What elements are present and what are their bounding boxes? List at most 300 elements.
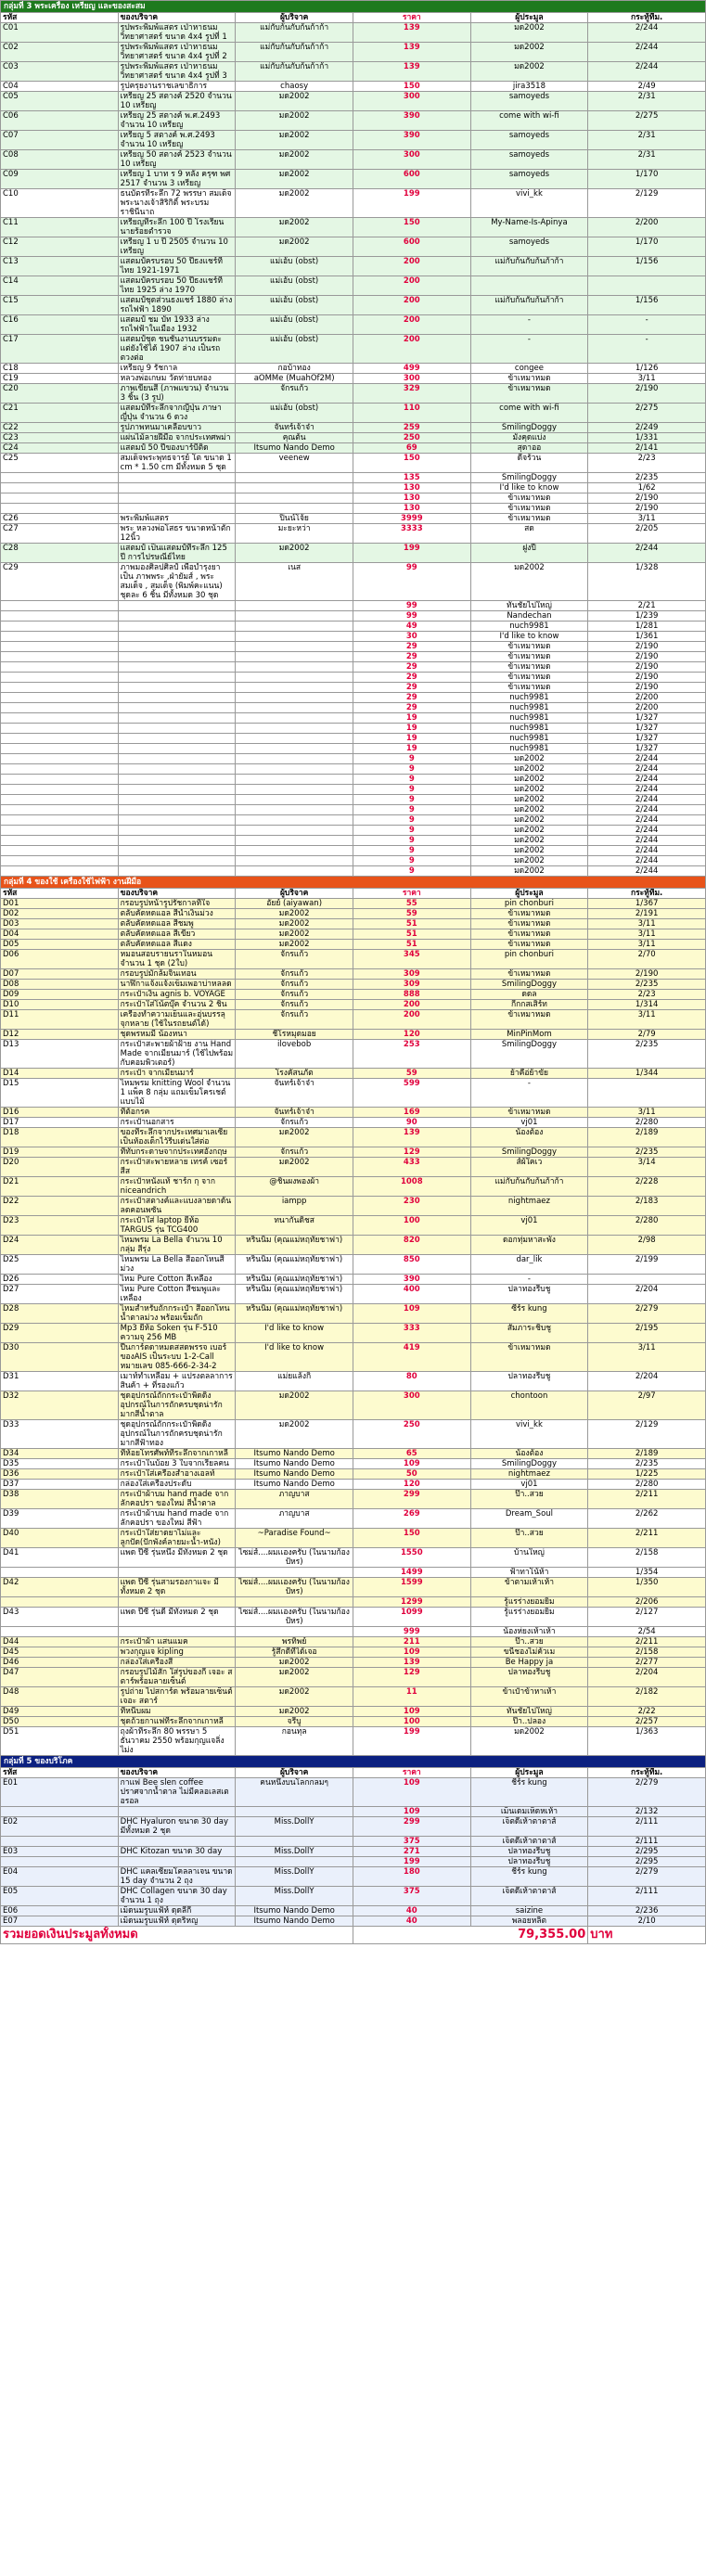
bidder: ป๊า..สวย: [470, 1637, 588, 1647]
item-description: [118, 754, 236, 764]
item-code: [1, 1837, 119, 1847]
donor: แม่เอ้บ (obst): [236, 315, 353, 335]
donor: แม่ยแล้งกิ: [236, 1372, 353, 1391]
table-row: [1, 1304, 706, 1324]
item-description: ของที่ระลึกจากประเทศมาเลเซีย เป็นห้องเด็กไว้รีบเด่นใส่ต่อ: [118, 1128, 236, 1147]
thread-ref: 1/314: [588, 1000, 706, 1010]
table-row: [1, 662, 706, 673]
thread-ref: 2/244: [588, 815, 706, 826]
bidder: มด2002: [470, 563, 588, 601]
price: 259: [353, 423, 470, 433]
item-code: [1, 795, 119, 805]
price: 29: [353, 703, 470, 713]
donor: จันทร์เจ้าจ๋า: [236, 423, 353, 433]
table-row: [1, 836, 706, 846]
item-description: ชุดอุปกรณ์ถักกระเป๋าพิดดิ้ง อุปกรณ์ในการถักครบชุดน่ารักมากสีน้ำตาล: [118, 1391, 236, 1420]
price: 211: [353, 1637, 470, 1647]
bidder: come with wi-fi: [470, 404, 588, 423]
table-row: [1, 563, 706, 601]
price: 309: [353, 980, 470, 990]
item-code: [1, 611, 119, 622]
bidder: มด2002: [470, 866, 588, 877]
donor: คนหนึ่งบนโลกกลมๆ: [236, 1778, 353, 1807]
item-description: [118, 866, 236, 877]
item-description: แสตมป์ ชม บัท 1933 ล่าง รถไฟฟ้าในเมือง 1932: [118, 315, 236, 335]
section-header: [1, 877, 706, 889]
item-description: ชุดถ้วยกาแฟที่ระลึกจากเกาหลี: [118, 1717, 236, 1727]
donor: [236, 1837, 353, 1847]
item-description: ไหม Pure Cotton สีเหลือง: [118, 1275, 236, 1285]
item-code: C21: [1, 404, 119, 423]
table-row: [1, 237, 706, 257]
price: 40: [353, 1916, 470, 1927]
donor: Miss.DollY: [236, 1817, 353, 1837]
donor: [236, 1807, 353, 1817]
price: 1550: [353, 1548, 470, 1568]
thread-ref: 2/244: [588, 826, 706, 836]
item-code: D37: [1, 1480, 119, 1490]
thread-ref: 2/49: [588, 82, 706, 92]
item-code: D14: [1, 1069, 119, 1079]
thread-ref: 2/228: [588, 1177, 706, 1197]
price: 600: [353, 170, 470, 189]
table-row: [1, 374, 706, 384]
thread-ref: 2/129: [588, 1420, 706, 1449]
section-header: [1, 1, 706, 13]
item-description: กาแฟ Bee slen coffee ปราศจากน้ำตาล ไม่มีคลอเลสเตอรอล: [118, 1778, 236, 1807]
item-description: [118, 805, 236, 815]
item-code: [1, 785, 119, 795]
bidder: ปลาทองรีบชู: [470, 1668, 588, 1687]
price: 375: [353, 1837, 470, 1847]
thread-ref: 2/244: [588, 544, 706, 563]
donor: มด2002: [236, 111, 353, 131]
price: 120: [353, 1030, 470, 1040]
price: 199: [353, 1727, 470, 1756]
donor: จรีบู: [236, 1717, 353, 1727]
bidder: ข้าเหมาหมด: [470, 969, 588, 980]
item-description: กรอบรูปหน้ารูปรัชกาลที่ใจ: [118, 899, 236, 909]
table-row: [1, 1490, 706, 1509]
donor: I'd like to know: [236, 1324, 353, 1343]
item-description: [118, 1807, 236, 1817]
price: 390: [353, 111, 470, 131]
table-row: [1, 82, 706, 92]
item-code: C27: [1, 524, 119, 544]
bidder: ขนี้ชองไม่ค้วเม: [470, 1647, 588, 1658]
column-header: ผู้บริจาค: [236, 889, 353, 899]
thread-ref: 2/244: [588, 836, 706, 846]
table-row: [1, 62, 706, 82]
bidder: SmilingDoggy: [470, 1459, 588, 1469]
bidder: สัมภาระชิบชู: [470, 1324, 588, 1343]
bidder: ส์ผ้ใคเว: [470, 1158, 588, 1177]
price: 19: [353, 724, 470, 734]
item-code: D06: [1, 950, 119, 969]
price: 599: [353, 1079, 470, 1108]
bidder: Be Happy ja: [470, 1658, 588, 1668]
price: 199: [353, 1857, 470, 1867]
thread-ref: 3/11: [588, 1108, 706, 1118]
item-description: แผ่นไม้ลายฝีมือ จากประเทศพม่า: [118, 433, 236, 443]
item-code: D35: [1, 1459, 119, 1469]
table-row: [1, 443, 706, 454]
price: 250: [353, 1420, 470, 1449]
thread-ref: 2/132: [588, 1807, 706, 1817]
item-code: D44: [1, 1637, 119, 1647]
donor: คุณต้น: [236, 433, 353, 443]
item-description: ชุดพรหมมี น้องหนา: [118, 1030, 236, 1040]
price: 200: [353, 1000, 470, 1010]
bidder: ข้าเหมาหมด: [470, 673, 588, 683]
price: 29: [353, 673, 470, 683]
table-row: [1, 899, 706, 909]
item-description: กระเป๋าผ้า แสนแมค: [118, 1637, 236, 1647]
price: 59: [353, 909, 470, 919]
table-row: [1, 1906, 706, 1916]
price: 55: [353, 899, 470, 909]
donor: iampp: [236, 1197, 353, 1216]
thread-ref: 2/277: [588, 1658, 706, 1668]
donor: [236, 622, 353, 632]
donor: มด2002: [236, 170, 353, 189]
table-row: [1, 1887, 706, 1906]
thread-ref: 1/331: [588, 433, 706, 443]
table-row: [1, 1727, 706, 1756]
price: 300: [353, 92, 470, 111]
donor: จักรแก้ว: [236, 969, 353, 980]
item-description: ธนบัตรที่ระลึก 72 พรรษา สมเด็จพระนางเจ้าสิริกิติ์ พระบรมราชินีนาถ: [118, 189, 236, 218]
thread-ref: 2/200: [588, 218, 706, 237]
item-description: เหรียญ 5 สตางค์ พ.ศ.2493 จำนวน 10 เหรียญ: [118, 131, 236, 150]
donor: [236, 754, 353, 764]
bidder: ข้าเหมาหมด: [470, 384, 588, 404]
thread-ref: 2/280: [588, 1480, 706, 1490]
item-description: กระเป๋าผ้าบม hand made จากลักคอปรา ของใหม่ สีฟ้า: [118, 1509, 236, 1529]
table-row: [1, 1030, 706, 1040]
bidder: แม่กับก้นกับก้นก้าก้า: [470, 1177, 588, 1197]
table-row: [1, 1568, 706, 1578]
table-row: [1, 713, 706, 724]
thread-ref: 2/70: [588, 950, 706, 969]
donor: ชีโรหมุดมอย: [236, 1030, 353, 1040]
item-code: D33: [1, 1420, 119, 1449]
table-row: [1, 1707, 706, 1717]
item-description: DHC Collagen ขนาด 30 day จำนวน 1 ถุง: [118, 1887, 236, 1906]
item-code: [1, 1627, 119, 1637]
price: 139: [353, 1658, 470, 1668]
item-code: D15: [1, 1079, 119, 1108]
item-description: [118, 662, 236, 673]
thread-ref: 2/158: [588, 1647, 706, 1658]
price: 9: [353, 805, 470, 815]
donor: [236, 815, 353, 826]
table-row: [1, 150, 706, 170]
item-description: แพด ปีซี รุ่นดี มีทั้งหมด 2 ชุด: [118, 1608, 236, 1627]
item-code: C19: [1, 374, 119, 384]
bidder: มด2002: [470, 775, 588, 785]
item-description: [118, 693, 236, 703]
item-code: D47: [1, 1668, 119, 1687]
table-row: [1, 1420, 706, 1449]
thread-ref: 3/11: [588, 919, 706, 929]
table-row: [1, 990, 706, 1000]
thread-ref: 2/141: [588, 443, 706, 454]
price: 1599: [353, 1578, 470, 1597]
donor: Miss.DollY: [236, 1847, 353, 1857]
table-row: [1, 218, 706, 237]
bidder: ทันชัยไปใหญ่: [470, 1707, 588, 1717]
thread-ref: 2/211: [588, 1529, 706, 1548]
item-code: D49: [1, 1707, 119, 1717]
donor: ilovebob: [236, 1040, 353, 1069]
item-code: C22: [1, 423, 119, 433]
table-row: [1, 1236, 706, 1255]
item-code: C12: [1, 237, 119, 257]
donor: มด2002: [236, 909, 353, 919]
item-description: เหรียญ 50 สตางค์ 2523 จำนวน 10 เหรียญ: [118, 150, 236, 170]
donor: โรงคัสนภัต: [236, 1069, 353, 1079]
item-code: D45: [1, 1647, 119, 1658]
item-description: ไหม Pure Cotton สีชมพูและเหลือง: [118, 1285, 236, 1304]
bidder: มด2002: [470, 856, 588, 866]
total-amount: 79,355.00: [353, 1927, 587, 1944]
donor: มด2002: [236, 1687, 353, 1707]
thread-ref: 2/280: [588, 1216, 706, 1236]
table-row: [1, 703, 706, 713]
price: 199: [353, 189, 470, 218]
section-title: กลุ่มที่ 5 ของบริโภค: [1, 1756, 706, 1768]
column-header: ผู้ประมูล: [470, 13, 588, 23]
item-code: E03: [1, 1847, 119, 1857]
thread-ref: 2/23: [588, 454, 706, 473]
thread-ref: 3/14: [588, 1158, 706, 1177]
auction-table-body: [1, 1, 706, 1944]
thread-ref: 2/244: [588, 866, 706, 877]
price: 200: [353, 335, 470, 364]
donor: มะยะหว่า: [236, 524, 353, 544]
table-row: [1, 1197, 706, 1216]
item-code: [1, 1568, 119, 1578]
price: 1008: [353, 1177, 470, 1197]
table-row: [1, 514, 706, 524]
thread-ref: 2/244: [588, 795, 706, 805]
thread-ref: 2/190: [588, 662, 706, 673]
bidder: I'd like to know: [470, 483, 588, 493]
item-code: [1, 683, 119, 693]
bidder: เจ็ตดีเห้าตาตาส์: [470, 1837, 588, 1847]
item-code: C08: [1, 150, 119, 170]
item-description: [118, 1857, 236, 1867]
price: 130: [353, 483, 470, 493]
table-row: [1, 384, 706, 404]
item-code: [1, 724, 119, 734]
item-description: หลวงพ่อเกษม วัดท่ายบทอง: [118, 374, 236, 384]
price: 230: [353, 1197, 470, 1216]
bidder: samoyeds: [470, 92, 588, 111]
item-description: กระเป๋าในบ้อย 3 ใบจากเรียลคน: [118, 1459, 236, 1469]
item-description: กระเป๋าใส่โน้ตบุ๊ค จำนวน 2 ชิ้น: [118, 1000, 236, 1010]
bidder: SmilingDoggy: [470, 423, 588, 433]
item-description: [118, 483, 236, 493]
thread-ref: [588, 1079, 706, 1108]
table-row: [1, 170, 706, 189]
table-row: [1, 1857, 706, 1867]
bidder: nightmaez: [470, 1469, 588, 1480]
thread-ref: 2/206: [588, 1597, 706, 1608]
thread-ref: 2/190: [588, 642, 706, 652]
bidder: ป๊า..สวย: [470, 1529, 588, 1548]
donor: แม่กับก้นกับก้นก้าก้า: [236, 43, 353, 62]
thread-ref: 1/354: [588, 1568, 706, 1578]
donor: จักรแก้ว: [236, 980, 353, 990]
price: 250: [353, 433, 470, 443]
item-code: D39: [1, 1509, 119, 1529]
table-row: [1, 1837, 706, 1847]
price: 299: [353, 1817, 470, 1837]
price: 390: [353, 131, 470, 150]
price: 820: [353, 1236, 470, 1255]
item-description: เหรียญ 25 สตางค์ 2520 จำนวน 10 เหรียญ: [118, 92, 236, 111]
item-code: D51: [1, 1727, 119, 1756]
donor: [236, 805, 353, 815]
table-row: [1, 1817, 706, 1837]
bidder: ป๊า..สวย: [470, 1490, 588, 1509]
item-description: เหรียญ 1 บ ปี 2505 จำนวน 10 เหรียญ: [118, 237, 236, 257]
table-row: [1, 1807, 706, 1817]
table-row: [1, 929, 706, 940]
donor: veenew: [236, 454, 353, 473]
bidder: My-Name-Is-Apinya: [470, 218, 588, 237]
bidder: dar_lik: [470, 1255, 588, 1275]
donor: ไซม่ส์....ผมเเองครับ (ในนามก้องป้หร): [236, 1548, 353, 1568]
donor: ภาญบาส: [236, 1490, 353, 1509]
thread-ref: 2/205: [588, 524, 706, 544]
item-code: C07: [1, 131, 119, 150]
item-code: [1, 493, 119, 504]
bidder: มด2002: [470, 836, 588, 846]
thread-ref: 2/262: [588, 1509, 706, 1529]
bidder: มด2002: [470, 62, 588, 82]
price: 11: [353, 1687, 470, 1707]
item-description: แสตมป์ครบรอบ 50 ปีธงแชร์ที่ไทย 1925 ล่าง 1970: [118, 276, 236, 296]
table-row: [1, 1658, 706, 1668]
donor: Itsumo Nando Demo: [236, 1906, 353, 1916]
thread-ref: 2/22: [588, 1707, 706, 1717]
item-code: [1, 673, 119, 683]
bidder: ข้าเหมาหมด: [470, 493, 588, 504]
price: 150: [353, 82, 470, 92]
donor: [236, 493, 353, 504]
item-code: D03: [1, 919, 119, 929]
item-description: [118, 1627, 236, 1637]
bidder: ดีจร้วน: [470, 454, 588, 473]
price: 850: [353, 1255, 470, 1275]
bidder: ดอกทุ่มหาสะพัง: [470, 1236, 588, 1255]
item-code: [1, 1857, 119, 1867]
donor: กอนทุล: [236, 1727, 353, 1756]
bidder: samoyeds: [470, 237, 588, 257]
item-description: [118, 673, 236, 683]
thread-ref: -: [588, 315, 706, 335]
table-row: [1, 1637, 706, 1647]
bidder: ปลาทองรีบชู: [470, 1372, 588, 1391]
table-row: [1, 1128, 706, 1147]
column-header: ราคา: [353, 1768, 470, 1778]
price: 40: [353, 1906, 470, 1916]
item-description: พระพิมพ์แสตร: [118, 514, 236, 524]
thread-ref: 1/239: [588, 611, 706, 622]
donor: แม่กับก้นกับก้นก้าก้า: [236, 62, 353, 82]
price: 99: [353, 601, 470, 611]
donor: มด2002: [236, 150, 353, 170]
bidder: มด2002: [470, 846, 588, 856]
donor: Itsumo Nando Demo: [236, 1459, 353, 1469]
item-code: C28: [1, 544, 119, 563]
item-code: C17: [1, 335, 119, 364]
bidder: ข้าเหมาหมด: [470, 929, 588, 940]
bidder: ข้าเหมาหมด: [470, 909, 588, 919]
donor: มด2002: [236, 1128, 353, 1147]
item-code: D07: [1, 969, 119, 980]
donor: หรินนิ่ม (คุณแม่หฤทัยชาฟา): [236, 1236, 353, 1255]
donor: [236, 836, 353, 846]
item-description: DHC แคลเซียมโคลลาเจน ขนาด 15 day จำนวน 2 ถุง: [118, 1867, 236, 1887]
table-row: [1, 364, 706, 374]
price: 200: [353, 315, 470, 335]
item-code: [1, 836, 119, 846]
table-row: [1, 856, 706, 866]
table-row: [1, 1255, 706, 1275]
item-description: กระเป๋าสตางค์และแบงลายดาด้นลดคอนพซัน: [118, 1197, 236, 1216]
table-row: [1, 1343, 706, 1372]
thread-ref: 2/204: [588, 1372, 706, 1391]
donor: มด2002: [236, 1707, 353, 1717]
donor: [236, 693, 353, 703]
donor: ไซม่ส์....ผมเเองครับ (ในนามก้องป้หร): [236, 1608, 353, 1627]
donor: [236, 683, 353, 693]
price: 150: [353, 454, 470, 473]
table-row: [1, 785, 706, 795]
thread-ref: 1/327: [588, 734, 706, 744]
donor: [236, 611, 353, 622]
column-header-row: [1, 1768, 706, 1778]
thread-ref: 2/244: [588, 62, 706, 82]
item-description: [118, 1568, 236, 1578]
bidder: ฟ้าทาโน้ห้า: [470, 1568, 588, 1578]
item-code: C10: [1, 189, 119, 218]
bidder: jira3518: [470, 82, 588, 92]
item-description: Mp3 ยี่ห้อ Soken รุ่น F-510 ความจุ 256 MB: [118, 1324, 236, 1343]
bidder: แม่กับก้นกับก้นก้าก้า: [470, 257, 588, 276]
donor: @ชิ้นผงพองผ้า: [236, 1177, 353, 1197]
bidder: เจ็ตดีเห้าตาตาส์: [470, 1817, 588, 1837]
bidder: มด2002: [470, 43, 588, 62]
table-row: [1, 950, 706, 969]
donor: จักรแก้ว: [236, 990, 353, 1000]
column-header: กระทู้ที่ม.: [588, 1768, 706, 1778]
donor: ~Paradise Found~: [236, 1529, 353, 1548]
bidder: มด2002: [470, 754, 588, 764]
table-row: [1, 826, 706, 836]
item-description: รูปภาพหนมาเคลือบขาว: [118, 423, 236, 433]
price: 1099: [353, 1608, 470, 1627]
thread-ref: 2/244: [588, 764, 706, 775]
item-description: เหรียญ 9 รัชกาล: [118, 364, 236, 374]
donor: ไซม่ส์....ผมเเองครับ (ในนามก้องป้หร): [236, 1578, 353, 1597]
donor: I'd like to know: [236, 1343, 353, 1372]
bidder: -: [470, 315, 588, 335]
